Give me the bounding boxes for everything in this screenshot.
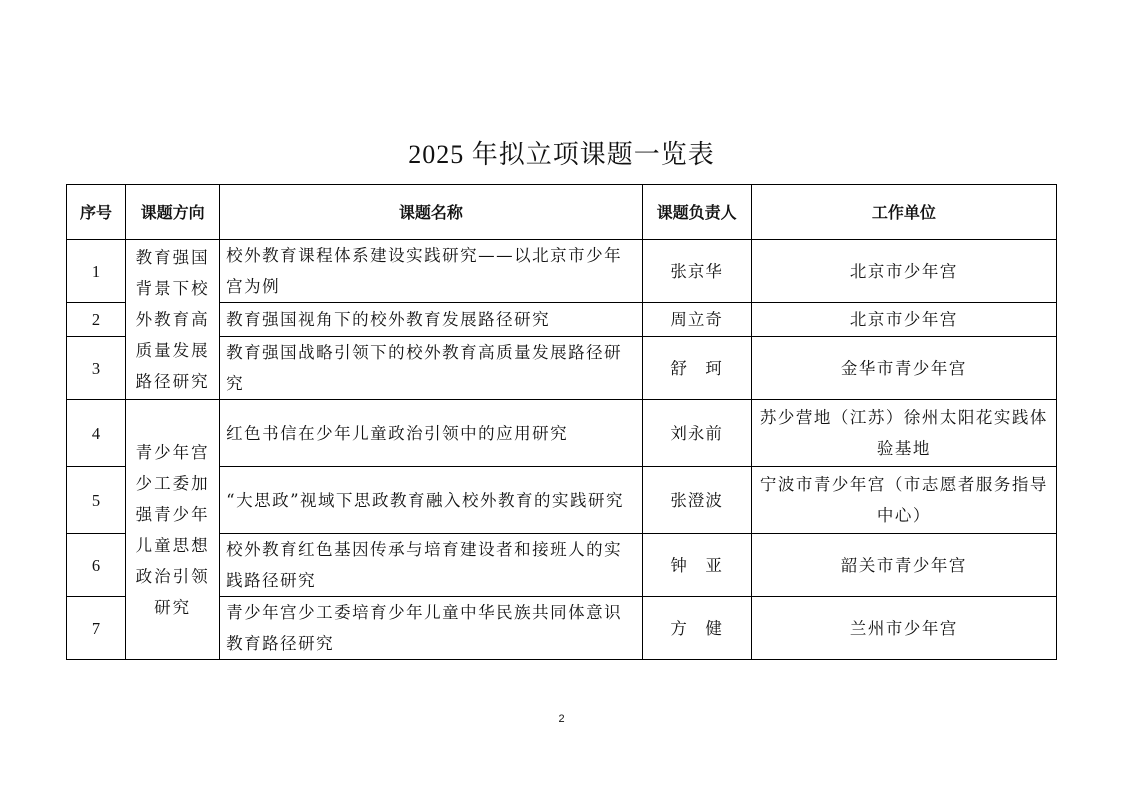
table-header-row: [67, 185, 1057, 240]
work-unit: 兰州市少年宫: [751, 597, 1056, 660]
work-unit: 韶关市青少年宫: [751, 534, 1056, 597]
project-leader: 周立奇: [642, 303, 751, 337]
direction-cell: 青少年宫少工委加强青少年儿童思想政治引领研究: [126, 400, 220, 660]
page-number: 2: [558, 713, 565, 725]
project-leader: 张澄波: [642, 467, 751, 534]
row-number: 1: [67, 240, 126, 303]
project-name: 教育强国战略引领下的校外教育高质量发展路径研究: [220, 337, 642, 400]
header-unit: 工作单位: [751, 185, 1056, 240]
table-row: [67, 240, 1057, 303]
work-unit: 北京市少年宫: [751, 303, 1056, 337]
project-leader: 方 健: [642, 597, 751, 660]
project-name: 校外教育课程体系建设实践研究——以北京市少年宫为例: [220, 240, 642, 303]
project-name: 校外教育红色基因传承与培育建设者和接班人的实践路径研究: [220, 534, 642, 597]
project-leader: 钟 亚: [642, 534, 751, 597]
row-number: 2: [67, 303, 126, 337]
project-table: [66, 184, 1057, 660]
project-leader: 刘永前: [642, 400, 751, 467]
project-leader: 舒 珂: [642, 337, 751, 400]
project-name: “大思政”视域下思政教育融入校外教育的实践研究: [220, 467, 642, 534]
project-name: 教育强国视角下的校外教育发展路径研究: [220, 303, 642, 337]
header-name: 课题名称: [220, 185, 642, 240]
work-unit: 宁波市青少年宫（市志愿者服务指导中心）: [751, 467, 1056, 534]
table-row: [67, 400, 1057, 467]
row-number: 5: [67, 467, 126, 534]
direction-cell: 教育强国背景下校外教育高质量发展路径研究: [126, 240, 220, 400]
work-unit: 北京市少年宫: [751, 240, 1056, 303]
row-number: 3: [67, 337, 126, 400]
header-direction: 课题方向: [126, 185, 220, 240]
header-leader: 课题负责人: [642, 185, 751, 240]
header-no: 序号: [67, 185, 126, 240]
project-name: 青少年宫少工委培育少年儿童中华民族共同体意识教育路径研究: [220, 597, 642, 660]
row-number: 7: [67, 597, 126, 660]
work-unit: 苏少营地（江苏）徐州太阳花实践体验基地: [751, 400, 1056, 467]
work-unit: 金华市青少年宫: [751, 337, 1056, 400]
project-name: 红色书信在少年儿童政治引领中的应用研究: [220, 400, 642, 467]
page-title: 2025 年拟立项课题一览表: [408, 140, 715, 169]
row-number: 6: [67, 534, 126, 597]
row-number: 4: [67, 400, 126, 467]
project-leader: 张京华: [642, 240, 751, 303]
